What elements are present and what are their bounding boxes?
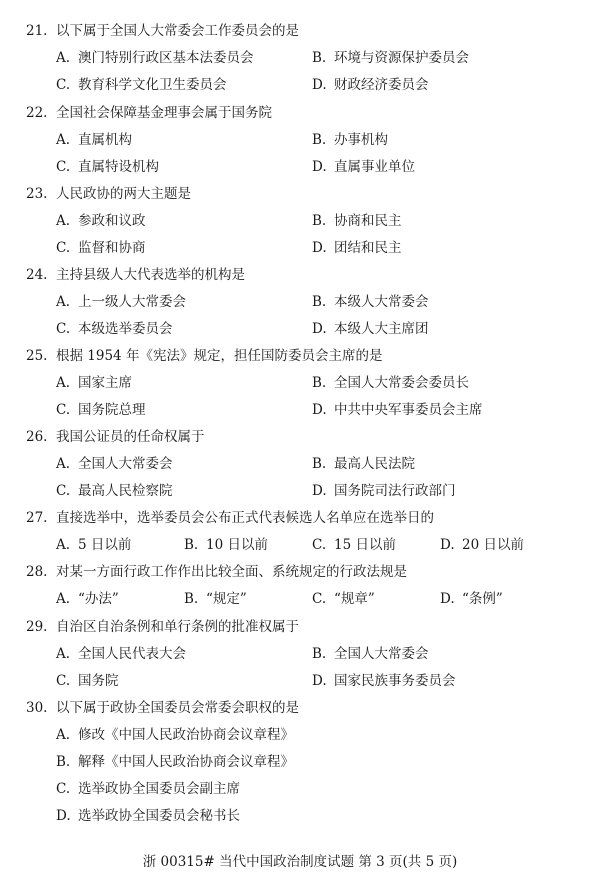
- question-29-option-c: [56, 672, 119, 690]
- option-letter: A.: [56, 294, 71, 310]
- option-text: 全国人大常委会: [334, 646, 429, 662]
- option-letter: B.: [312, 213, 327, 229]
- option-letter: A.: [56, 646, 71, 662]
- question-28-option-a: [56, 590, 119, 608]
- question-text: 人民政协的两大主题是: [56, 186, 191, 202]
- question-21-stem: [26, 22, 299, 40]
- option-letter: B.: [312, 294, 327, 310]
- question-30-option-a: [56, 726, 294, 744]
- option-text: 全国人民代表大会: [78, 646, 186, 662]
- question-26-stem: [26, 428, 205, 446]
- option-text: 10 日以前: [206, 537, 268, 553]
- question-number: 30.: [26, 700, 48, 716]
- option-text: 团结和民主: [334, 240, 402, 256]
- question-28-option-b: [184, 590, 247, 608]
- question-26-option-d: [312, 482, 456, 500]
- option-text: 本级人大常委会: [334, 294, 429, 310]
- option-letter: D.: [440, 591, 455, 607]
- option-letter: A.: [56, 456, 71, 472]
- question-22-option-c: [56, 158, 159, 176]
- question-text: 自治区自治条例和单行条例的批准权属于: [56, 619, 299, 635]
- option-text: 本级选举委员会: [78, 321, 173, 337]
- option-text: 国务院: [78, 673, 119, 689]
- option-letter: A.: [56, 132, 71, 148]
- option-letter: C.: [56, 483, 71, 499]
- question-24-stem: [26, 266, 245, 284]
- option-text: 解释《中国人民政治协商会议章程》: [78, 754, 294, 770]
- question-text: 以下属于政协全国委员会常委会职权的是: [56, 700, 299, 716]
- option-text: 直属事业单位: [334, 159, 415, 175]
- question-25-option-a: [56, 374, 132, 392]
- option-letter: B.: [312, 646, 327, 662]
- question-26-option-c: [56, 482, 173, 500]
- question-26-option-b: [312, 455, 415, 473]
- question-24-option-c: [56, 320, 173, 338]
- question-24-option-b: [312, 293, 429, 311]
- question-25-option-c: [56, 401, 146, 419]
- question-29-option-d: [312, 672, 456, 690]
- option-letter: A.: [56, 50, 71, 66]
- question-text: 根据 1954 年《宪法》规定，担任国防委员会主席的是: [56, 348, 383, 364]
- option-letter: C.: [312, 537, 327, 553]
- option-text: 全国人大常委会委员长: [334, 375, 469, 391]
- question-21-option-d: [312, 76, 429, 94]
- question-24-option-a: [56, 293, 186, 311]
- option-text: 5 日以前: [78, 537, 132, 553]
- question-21-option-a: [56, 49, 254, 67]
- question-23-option-a: [56, 212, 146, 230]
- question-25-option-b: [312, 374, 469, 392]
- question-28-option-c: [312, 590, 375, 608]
- question-number: 28.: [26, 564, 48, 580]
- question-30-option-d: [56, 807, 240, 825]
- question-30-option-c: [56, 780, 240, 798]
- question-22-option-b: [312, 131, 388, 149]
- question-23-option-b: [312, 212, 402, 230]
- option-letter: A.: [56, 375, 71, 391]
- question-27-option-c: [312, 536, 396, 554]
- option-letter: B.: [184, 537, 199, 553]
- option-letter: D.: [312, 483, 327, 499]
- question-29-option-b: [312, 645, 429, 663]
- question-25-stem: [26, 347, 382, 365]
- option-text: 本级人大主席团: [334, 321, 429, 337]
- option-text: 直属机构: [78, 132, 132, 148]
- question-number: 25.: [26, 348, 48, 364]
- option-letter: A.: [56, 727, 71, 743]
- option-text: 直属特设机构: [78, 159, 159, 175]
- option-text: 全国人大常委会: [78, 456, 173, 472]
- option-text: 澳门特别行政区基本法委员会: [78, 50, 254, 66]
- question-28-option-d: [440, 590, 503, 608]
- option-letter: D.: [312, 77, 327, 93]
- option-letter: B.: [184, 591, 199, 607]
- question-21-option-c: [56, 76, 227, 94]
- option-letter: C.: [56, 673, 71, 689]
- question-number: 26.: [26, 429, 48, 445]
- option-text: 20 日以前: [462, 537, 524, 553]
- option-letter: B.: [56, 754, 71, 770]
- option-letter: A.: [56, 213, 71, 229]
- question-22-stem: [26, 104, 272, 122]
- question-text: 以下属于全国人大常委会工作委员会的是: [56, 23, 299, 39]
- option-letter: A.: [56, 537, 71, 553]
- option-letter: A.: [56, 591, 71, 607]
- option-text: 修改《中国人民政治协商会议章程》: [78, 727, 294, 743]
- option-text: “规章”: [334, 591, 375, 607]
- option-letter: C.: [56, 240, 71, 256]
- option-text: 办事机构: [334, 132, 388, 148]
- question-number: 23.: [26, 186, 48, 202]
- question-27-option-d: [440, 536, 524, 554]
- question-25-option-d: [312, 401, 483, 419]
- question-number: 27.: [26, 510, 48, 526]
- question-23-option-d: [312, 239, 402, 257]
- option-letter: B.: [312, 375, 327, 391]
- question-21-option-b: [312, 49, 469, 67]
- option-text: 国务院司法行政部门: [334, 483, 456, 499]
- option-text: 中共中央军事委员会主席: [334, 402, 483, 418]
- question-22-option-d: [312, 158, 415, 176]
- option-text: 最高人民法院: [334, 456, 415, 472]
- question-23-option-c: [56, 239, 146, 257]
- option-letter: D.: [312, 240, 327, 256]
- question-number: 21.: [26, 23, 48, 39]
- question-30-stem: [26, 699, 299, 717]
- option-text: 协商和民主: [334, 213, 402, 229]
- option-text: 15 日以前: [334, 537, 396, 553]
- question-text: 主持县级人大代表选举的机构是: [56, 267, 245, 283]
- option-text: 最高人民检察院: [78, 483, 173, 499]
- question-number: 29.: [26, 619, 48, 635]
- option-text: 参政和议政: [78, 213, 146, 229]
- option-letter: B.: [312, 456, 327, 472]
- option-letter: C.: [56, 77, 71, 93]
- option-text: 环境与资源保护委员会: [334, 50, 469, 66]
- option-letter: C.: [56, 159, 71, 175]
- option-letter: B.: [312, 132, 327, 148]
- option-text: 国家主席: [78, 375, 132, 391]
- question-27-option-a: [56, 536, 131, 554]
- page-footer: 浙 00315# 当代中国政治制度试题 第 3 页(共 5 页): [142, 854, 458, 870]
- option-text: “条例”: [462, 591, 503, 607]
- option-letter: C.: [56, 781, 71, 797]
- option-text: 教育科学文化卫生委员会: [78, 77, 227, 93]
- option-letter: C.: [56, 402, 71, 418]
- question-23-stem: [26, 185, 191, 203]
- option-letter: D.: [56, 808, 71, 824]
- option-text: 国家民族事务委员会: [334, 673, 456, 689]
- option-letter: D.: [312, 159, 327, 175]
- option-letter: D.: [312, 321, 327, 337]
- question-30-option-b: [56, 753, 294, 771]
- option-letter: D.: [440, 537, 455, 553]
- option-letter: C.: [56, 321, 71, 337]
- question-number: 22.: [26, 105, 48, 121]
- question-text: 全国社会保障基金理事会属于国务院: [56, 105, 272, 121]
- option-letter: D.: [312, 402, 327, 418]
- option-letter: D.: [312, 673, 327, 689]
- question-22-option-a: [56, 131, 132, 149]
- question-29-stem: [26, 618, 299, 636]
- option-text: 上一级人大常委会: [78, 294, 186, 310]
- question-27-option-b: [184, 536, 268, 554]
- option-text: “规定”: [206, 591, 247, 607]
- question-text: 直接选举中，选举委员会公布正式代表候选人名单应在选举日的: [56, 510, 434, 526]
- option-text: 国务院总理: [78, 402, 146, 418]
- option-letter: C.: [312, 591, 327, 607]
- option-text: 选举政协全国委员会副主席: [78, 781, 240, 797]
- question-number: 24.: [26, 267, 48, 283]
- question-26-option-a: [56, 455, 173, 473]
- question-text: 对某一方面行政工作作出比较全面、系统规定的行政法规是: [56, 564, 407, 580]
- question-27-stem: [26, 509, 434, 527]
- question-text: 我国公证员的任命权属于: [56, 429, 205, 445]
- option-text: “办法”: [78, 591, 119, 607]
- question-29-option-a: [56, 645, 186, 663]
- question-28-stem: [26, 563, 407, 581]
- question-24-option-d: [312, 320, 429, 338]
- option-text: 监督和协商: [78, 240, 146, 256]
- option-text: 财政经济委员会: [334, 77, 429, 93]
- option-text: 选举政协全国委员会秘书长: [78, 808, 240, 824]
- option-letter: B.: [312, 50, 327, 66]
